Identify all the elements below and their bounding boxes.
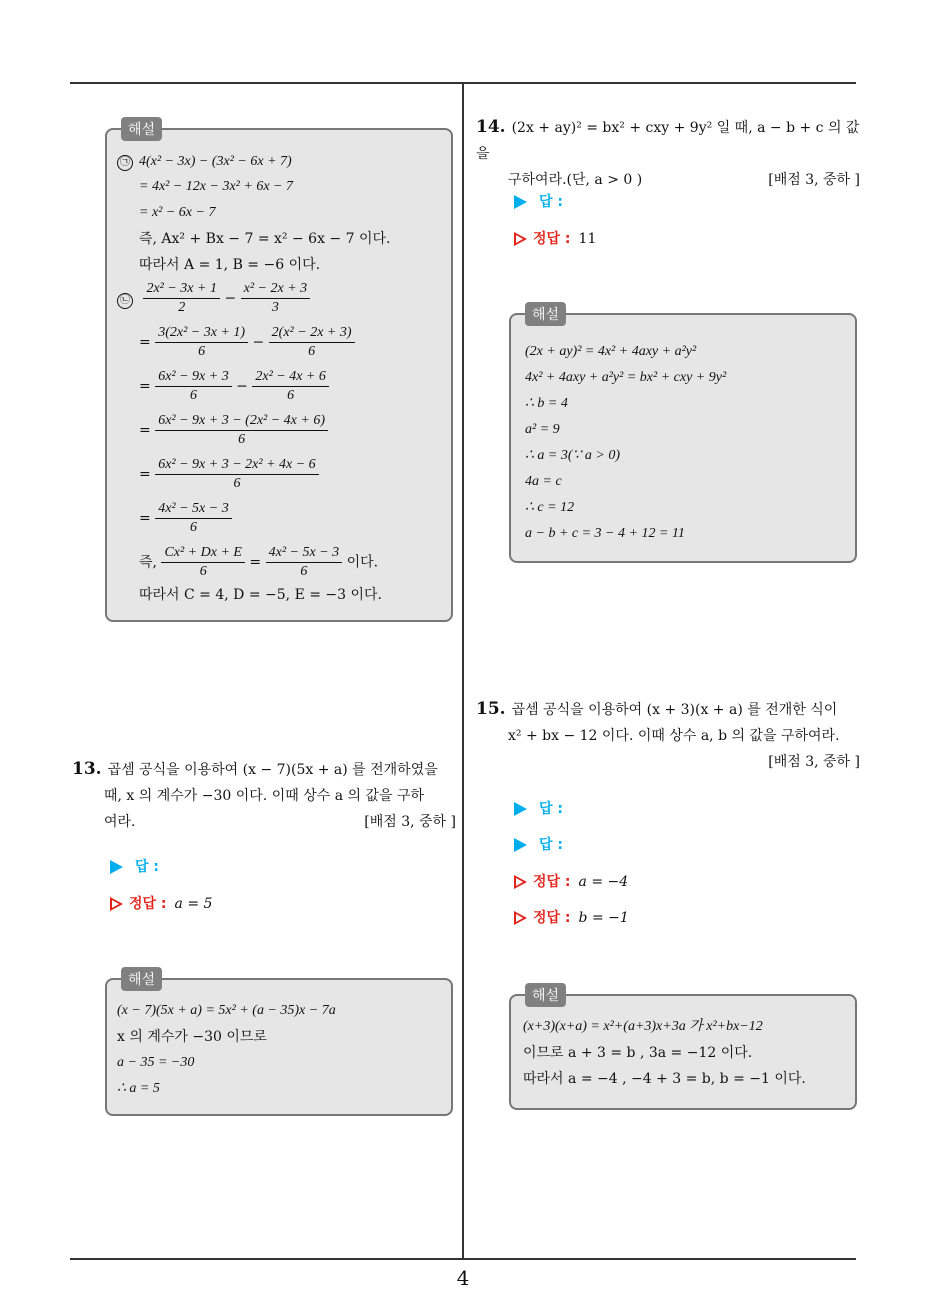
solution-box-14	[509, 307, 857, 563]
solution-label: 해설	[121, 967, 162, 991]
sol12-line: 4(x² − 3x) − (3x² − 6x + 7)	[139, 154, 292, 169]
sol15-line: (x+3)(x+a) = x²+(a+3)x+3a 가 x²+bx−12	[523, 1019, 763, 1034]
answer-row[interactable]: 답 :	[514, 191, 563, 211]
fraction: $\frac{\text{6x² − 9x + 3 − (2x² − 4x + 6)}}{6}$	[155, 412, 328, 449]
sol12-line: 즉, Ax² + Bx − 7 = x² − 6x − 7 이다.	[139, 231, 391, 247]
sol15-line: 따라서 a = −4 , −4 + 3 = b, b = −1 이다.	[523, 1071, 806, 1087]
fraction: $\frac{\text{4x² − 5x − 3}}{6}$	[266, 544, 343, 581]
answer-row[interactable]: 답 :	[514, 798, 563, 818]
question-13: 13. 곱셈 공식을 이용하여 (x − 7)(5x + a) 를 전개하였을 때, x 의 계수가 −30 이다. 이때 상수 a 의 값을 구하 여라. [배점 3, 중하 ]	[72, 756, 456, 835]
sol13-line: ∴ a = 5	[117, 1081, 160, 1096]
sol14-line: a² = 9	[525, 422, 560, 437]
column-divider	[462, 83, 464, 1259]
fraction: $\frac{\text{3(2x² − 3x + 1)}}{6}$	[155, 324, 248, 361]
outline-triangle-icon	[514, 911, 527, 925]
sol14-line: (2x + ay)² = 4x² + 4axy + a²y²	[525, 344, 697, 359]
score-meta: [배점 3, 중하 ]	[768, 172, 860, 188]
sol12-final: 따라서 C = 4, D = −5, E = −3 이다.	[139, 587, 383, 603]
play-triangle-icon	[110, 860, 123, 874]
fraction: $\frac{\text{2x² − 3x + 1}}{2}$	[143, 280, 220, 317]
sol13-line: x 의 계수가 −30 이므로	[117, 1029, 267, 1045]
sol14-line: 4x² + 4axy + a²y² = bx² + cxy + 9y²	[525, 370, 727, 385]
solution-label: 해설	[525, 983, 566, 1007]
fraction: $\frac{\text{6x² − 9x + 3}}{6}$	[155, 368, 232, 405]
solution-box-12: 해설 ㉠ 4(x² − 3x) − (3x² − 6x + 7) = 4x² − 12x − 3x² + 6x − 7 = x² − 6x − 7 즉, Ax² + Bx − 7 = x² − 6x − 7 이다. 따라서 A = 1, B = −6 이다. ㉡ $\frac{\text{2x² − 3x + 1}}{2}$ − $\frac{\text{x² − 2x + 3}}{3}$ = $\frac{\text{3(2x² − 3x + 1)}}{6}$ − $\frac{\text{2(x² − 2x + 3)}}{6}$ = $\frac{\text{6x² − 9x + 3}}{6}$ − $\frac{\text{2x² − 4x + 6}}{6}$ = $\frac{\text{6x² − 9x + 3 − (2x² − 4x + 6)}}{6}$ = $\frac{\text{6x² − 9x + 3 − 2x² + 4x − 6}}{6}$ = $\frac{\text{4x² − 5x − 3}}{6}$ 즉, $\frac{\text{Cx² + Dx + E}}{6}$ = $\frac{\text{4x² − 5x − 3}}{6}$ 이다. 따라서 C = 4, D = −5, E = −3 이다.	[105, 128, 453, 622]
sol14-line: a − b + c = 3 − 4 + 12 = 11	[525, 526, 685, 541]
fraction: $\frac{\text{2(x² − 2x + 3)}}{6}$	[269, 324, 355, 361]
correct-answer-row: 정답 : a = 5	[110, 893, 212, 913]
question-number: 14.	[476, 117, 506, 137]
question-14: 14. (2x + ay)² = bx² + cxy + 9y² 일 때, a − b + c 의 값을 구하여라.(단, a > 0 ) [배점 3, 중하 ]	[476, 114, 860, 193]
sol12-line: = 4x² − 12x − 3x² + 6x − 7	[139, 179, 293, 194]
answer-row[interactable]: 답 :	[110, 856, 159, 876]
fraction: $\frac{\text{2x² − 4x + 6}}{6}$	[252, 368, 329, 405]
solution-label: 해설	[525, 302, 566, 326]
fraction: $\frac{\text{4x² − 5x − 3}}{6}$	[155, 500, 232, 537]
sol12-line: = x² − 6x − 7	[139, 205, 216, 220]
score-meta: [배점 3, 중하 ]	[364, 814, 456, 830]
outline-triangle-icon	[514, 232, 527, 246]
score-meta: [배점 3, 중하 ]	[768, 754, 860, 770]
solution-label: 해설	[121, 117, 162, 141]
solution-box-15	[509, 988, 857, 1110]
correct-answer-row: 정답 : 11	[514, 228, 596, 248]
play-triangle-icon	[514, 195, 527, 209]
outline-triangle-icon	[110, 897, 123, 911]
sol13-line: a − 35 = −30	[117, 1055, 195, 1070]
answer-row[interactable]: 답 :	[514, 834, 563, 854]
sol14-line: ∴ a = 3(∵ a > 0)	[525, 448, 621, 463]
sol12-line: 따라서 A = 1, B = −6 이다.	[139, 257, 321, 273]
question-number: 13.	[72, 759, 102, 779]
bottom-rule	[70, 1258, 856, 1260]
sol14-line: ∴ b = 4	[525, 396, 568, 411]
page-number: 4	[456, 1266, 470, 1290]
correct-answer-row: 정답 : b = −1	[514, 907, 629, 927]
play-triangle-icon	[514, 838, 527, 852]
sol15-line: 이므로 a + 3 = b , 3a = −12 이다.	[523, 1045, 753, 1061]
play-triangle-icon	[514, 802, 527, 816]
fraction: $\frac{\text{x² − 2x + 3}}{3}$	[241, 280, 311, 317]
circled-mark-2: ㉡	[117, 293, 133, 309]
question-15: 15. 곱셈 공식을 이용하여 (x + 3)(x + a) 를 전개한 식이 x² + bx − 12 이다. 이때 상수 a, b 의 값을 구하여라. [배점 3, 중하 ]	[476, 696, 860, 775]
sol13-line: (x − 7)(5x + a) = 5x² + (a − 35)x − 7a	[117, 1003, 336, 1018]
circled-mark-1: ㉠	[117, 155, 133, 171]
sol14-line: ∴ c = 12	[525, 500, 575, 515]
question-number: 15.	[476, 699, 506, 719]
fraction: $\frac{\text{6x² − 9x + 3 − 2x² + 4x − 6}}{6}$	[155, 456, 319, 493]
fraction: $\frac{\text{Cx² + Dx + E}}{6}$	[161, 544, 245, 581]
solution-box-13	[105, 972, 453, 1116]
outline-triangle-icon	[514, 875, 527, 889]
sol14-line: 4a = c	[525, 474, 562, 489]
correct-answer-row: 정답 : a = −4	[514, 871, 628, 891]
